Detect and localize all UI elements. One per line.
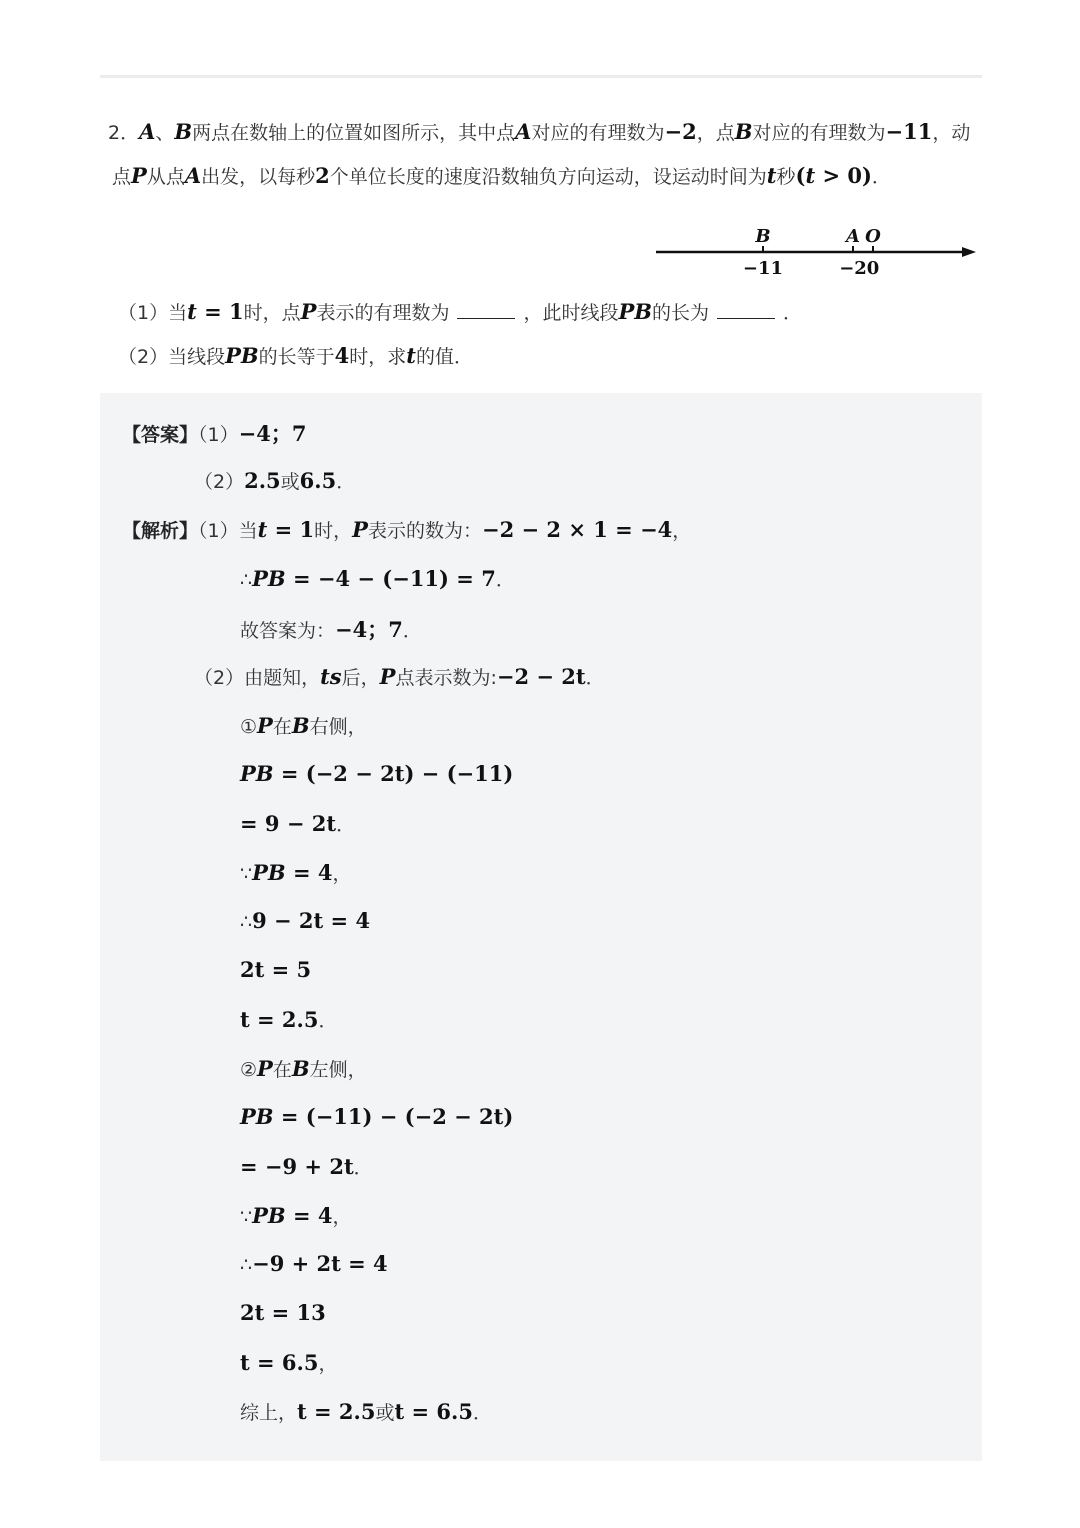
tick-label-o: 0 — [866, 258, 880, 278]
number-line-diagram — [650, 218, 980, 278]
case-2-line-3: ∵PB = 4， — [240, 1203, 352, 1228]
analysis-line-3: 故答案为：−4；7． — [240, 617, 422, 642]
case-2-line-2: = −9 + 2t． — [240, 1154, 373, 1179]
question-line-2: 点P从点A出发，以每秒2个单位长度的速度沿数轴负方向运动，设运动时间为t秒(t > 0)． — [112, 163, 891, 188]
analysis-line-2: ∴PB = −4 − (−11) = 7． — [240, 566, 515, 591]
sub-question-1: （1）当t = 1时，点P表示的有理数为 ，此时线段PB的长为 ． — [118, 299, 803, 324]
answer-panel — [100, 393, 982, 1461]
analysis-line-4: （2）由题知，ts后，P点表示数为:−2 − 2t． — [194, 664, 605, 689]
case-1-heading: ①P在B右侧， — [240, 713, 367, 738]
case-2-heading: ②P在B左侧， — [240, 1056, 367, 1081]
case-2-line-5: 2t = 13 — [240, 1300, 326, 1325]
analysis-line-1: 【解析】（1）当t = 1时，P表示的数为：−2 − 2 × 1 = −4， — [122, 517, 692, 542]
question-line-1: 2．A、B两点在数轴上的位置如图所示，其中点A对应的有理数为−2，点B对应的有理数为−11，动 — [108, 119, 971, 144]
tick-label-b: −11 — [742, 258, 784, 278]
case-1-line-2: = 9 − 2t． — [240, 811, 356, 836]
case-1-line-6: t = 2.5． — [240, 1007, 338, 1032]
case-1-line-5: 2t = 5 — [240, 957, 312, 982]
case-1-line-3: ∵PB = 4， — [240, 860, 352, 885]
top-divider — [100, 75, 982, 78]
conclusion-line: 综上，t = 2.5或t = 6.5． — [240, 1399, 492, 1424]
axis-arrow-icon — [962, 247, 976, 257]
point-label-a: A — [846, 226, 860, 247]
case-2-line-6: t = 6.5， — [240, 1350, 338, 1375]
case-1-line-1: PB = (−2 − 2t) − (−11) — [240, 761, 514, 786]
point-label-b: B — [755, 226, 771, 247]
sub-question-2: （2）当线段PB的长等于4时，求t的值． — [118, 343, 474, 368]
answer-blank-1[interactable] — [457, 304, 515, 319]
case-2-line-1: PB = (−11) − (−2 − 2t) — [240, 1104, 514, 1129]
tick-label-a: −2 — [839, 258, 867, 278]
point-label-o: O — [865, 226, 881, 247]
case-2-line-4: ∴−9 + 2t = 4 — [240, 1251, 388, 1276]
case-1-line-4: ∴9 − 2t = 4 — [240, 908, 371, 933]
answer-line-2: （2）2.5或6.5． — [194, 468, 356, 493]
answer-line-1: 【答案】（1）−4；7 — [122, 421, 307, 446]
answer-blank-2[interactable] — [717, 304, 775, 319]
